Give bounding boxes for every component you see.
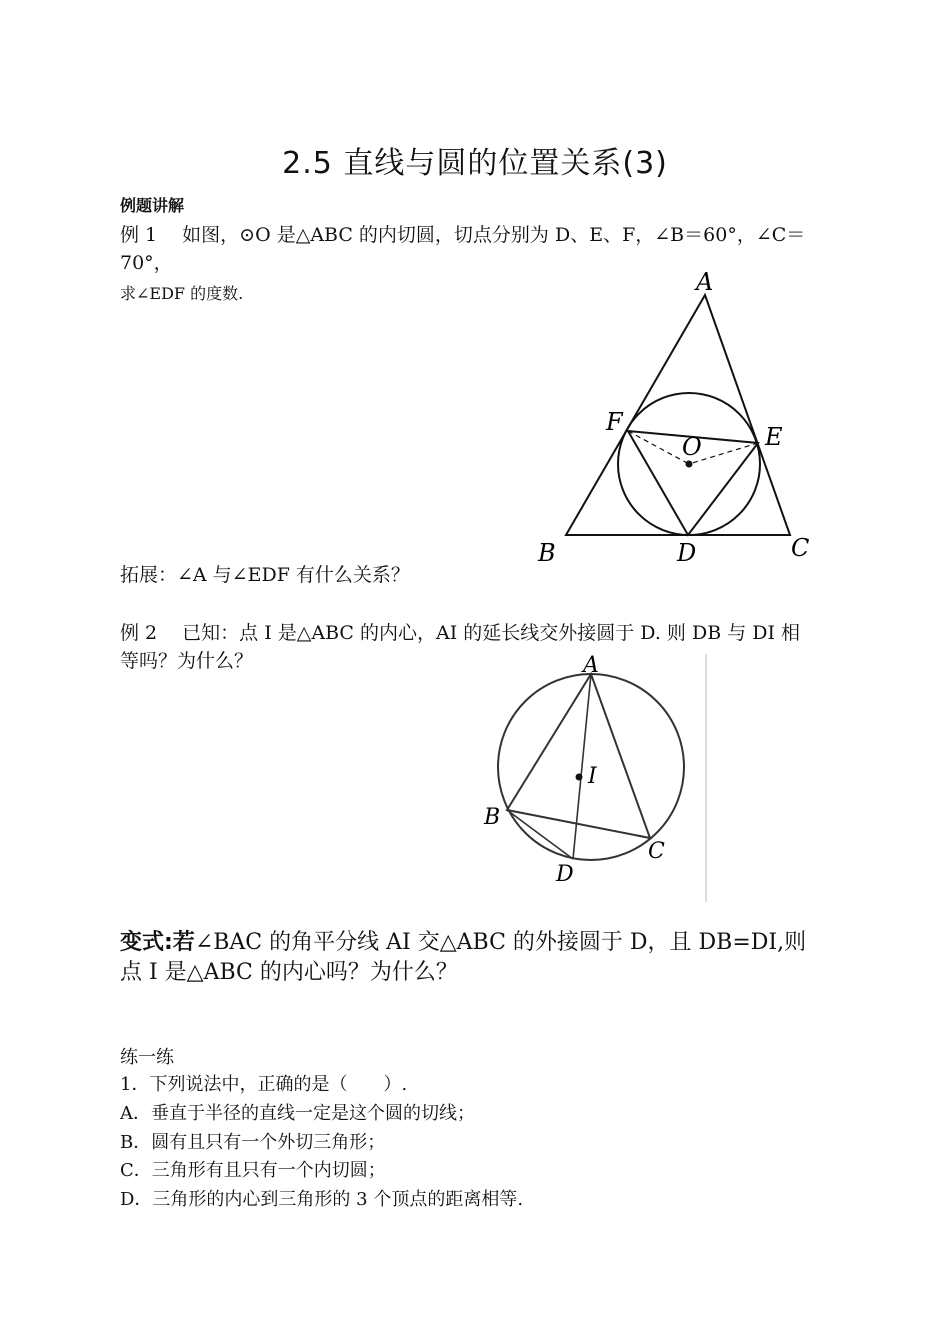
- option-c: C．三角形有且只有一个内切圆；: [120, 1160, 386, 1181]
- section-heading: 例题讲解: [120, 196, 185, 215]
- label-b: B: [484, 805, 501, 830]
- practice-question: 1．下列说法中，正确的是（ ）.: [120, 1074, 408, 1095]
- example1-line2: 70°，: [120, 252, 173, 274]
- label-c: C: [648, 839, 665, 864]
- label-i: I: [588, 764, 597, 789]
- option-b: B．圆有且只有一个外切三角形；: [120, 1132, 386, 1153]
- practice-heading: 练一练: [120, 1047, 174, 1068]
- incenter-point-i: [576, 774, 583, 781]
- variant-line2: 点 I 是△ABC 的内心吗？为什么？: [120, 960, 458, 985]
- label-a: A: [696, 268, 714, 296]
- variant-line1: [120, 928, 840, 958]
- variant-label: 变式:若: [120, 930, 195, 955]
- label-a: A: [583, 653, 599, 678]
- example2-line2: 等吗？为什么？: [120, 650, 254, 672]
- center-point-o: [686, 461, 693, 468]
- variant-problem: [120, 928, 840, 988]
- label-o: O: [682, 433, 702, 461]
- example2-line1: 例 2 已知：点 I 是△ABC 的内心，AI 的延长线交外接圆于 D. 则 DB 与 DI 相: [120, 622, 801, 644]
- triangle-abc: [566, 295, 790, 535]
- label-b: B: [538, 539, 556, 567]
- figure1-incircle-diagram: [530, 265, 820, 570]
- label-c: C: [791, 534, 810, 562]
- option-a: A．垂直于半径的直线一定是这个圆的切线；: [120, 1103, 475, 1124]
- example1-line3: 求∠EDF 的度数.: [120, 284, 244, 303]
- page-title: 2.5 直线与圆的位置关系(3): [282, 146, 668, 181]
- label-d: D: [677, 539, 697, 567]
- example1-extension: 拓展：∠A 与∠EDF 有什么关系？: [120, 564, 410, 586]
- label-e: E: [765, 423, 783, 451]
- label-f: F: [606, 408, 623, 436]
- option-d: D．三角形的内心到三角形的 3 个顶点的距离相等.: [120, 1189, 524, 1210]
- figure2-circumcircle-diagram: [470, 652, 715, 907]
- label-d: D: [556, 862, 574, 887]
- example1-line1: 例 1 如图，⊙O 是△ABC 的内切圆，切点分别为 D、E、F，∠B＝60°，∠C＝: [120, 224, 806, 246]
- variant-text1: ∠BAC 的角平分线 AI 交△ABC 的外接圆于 D，且 DB=DI,则: [194, 930, 807, 955]
